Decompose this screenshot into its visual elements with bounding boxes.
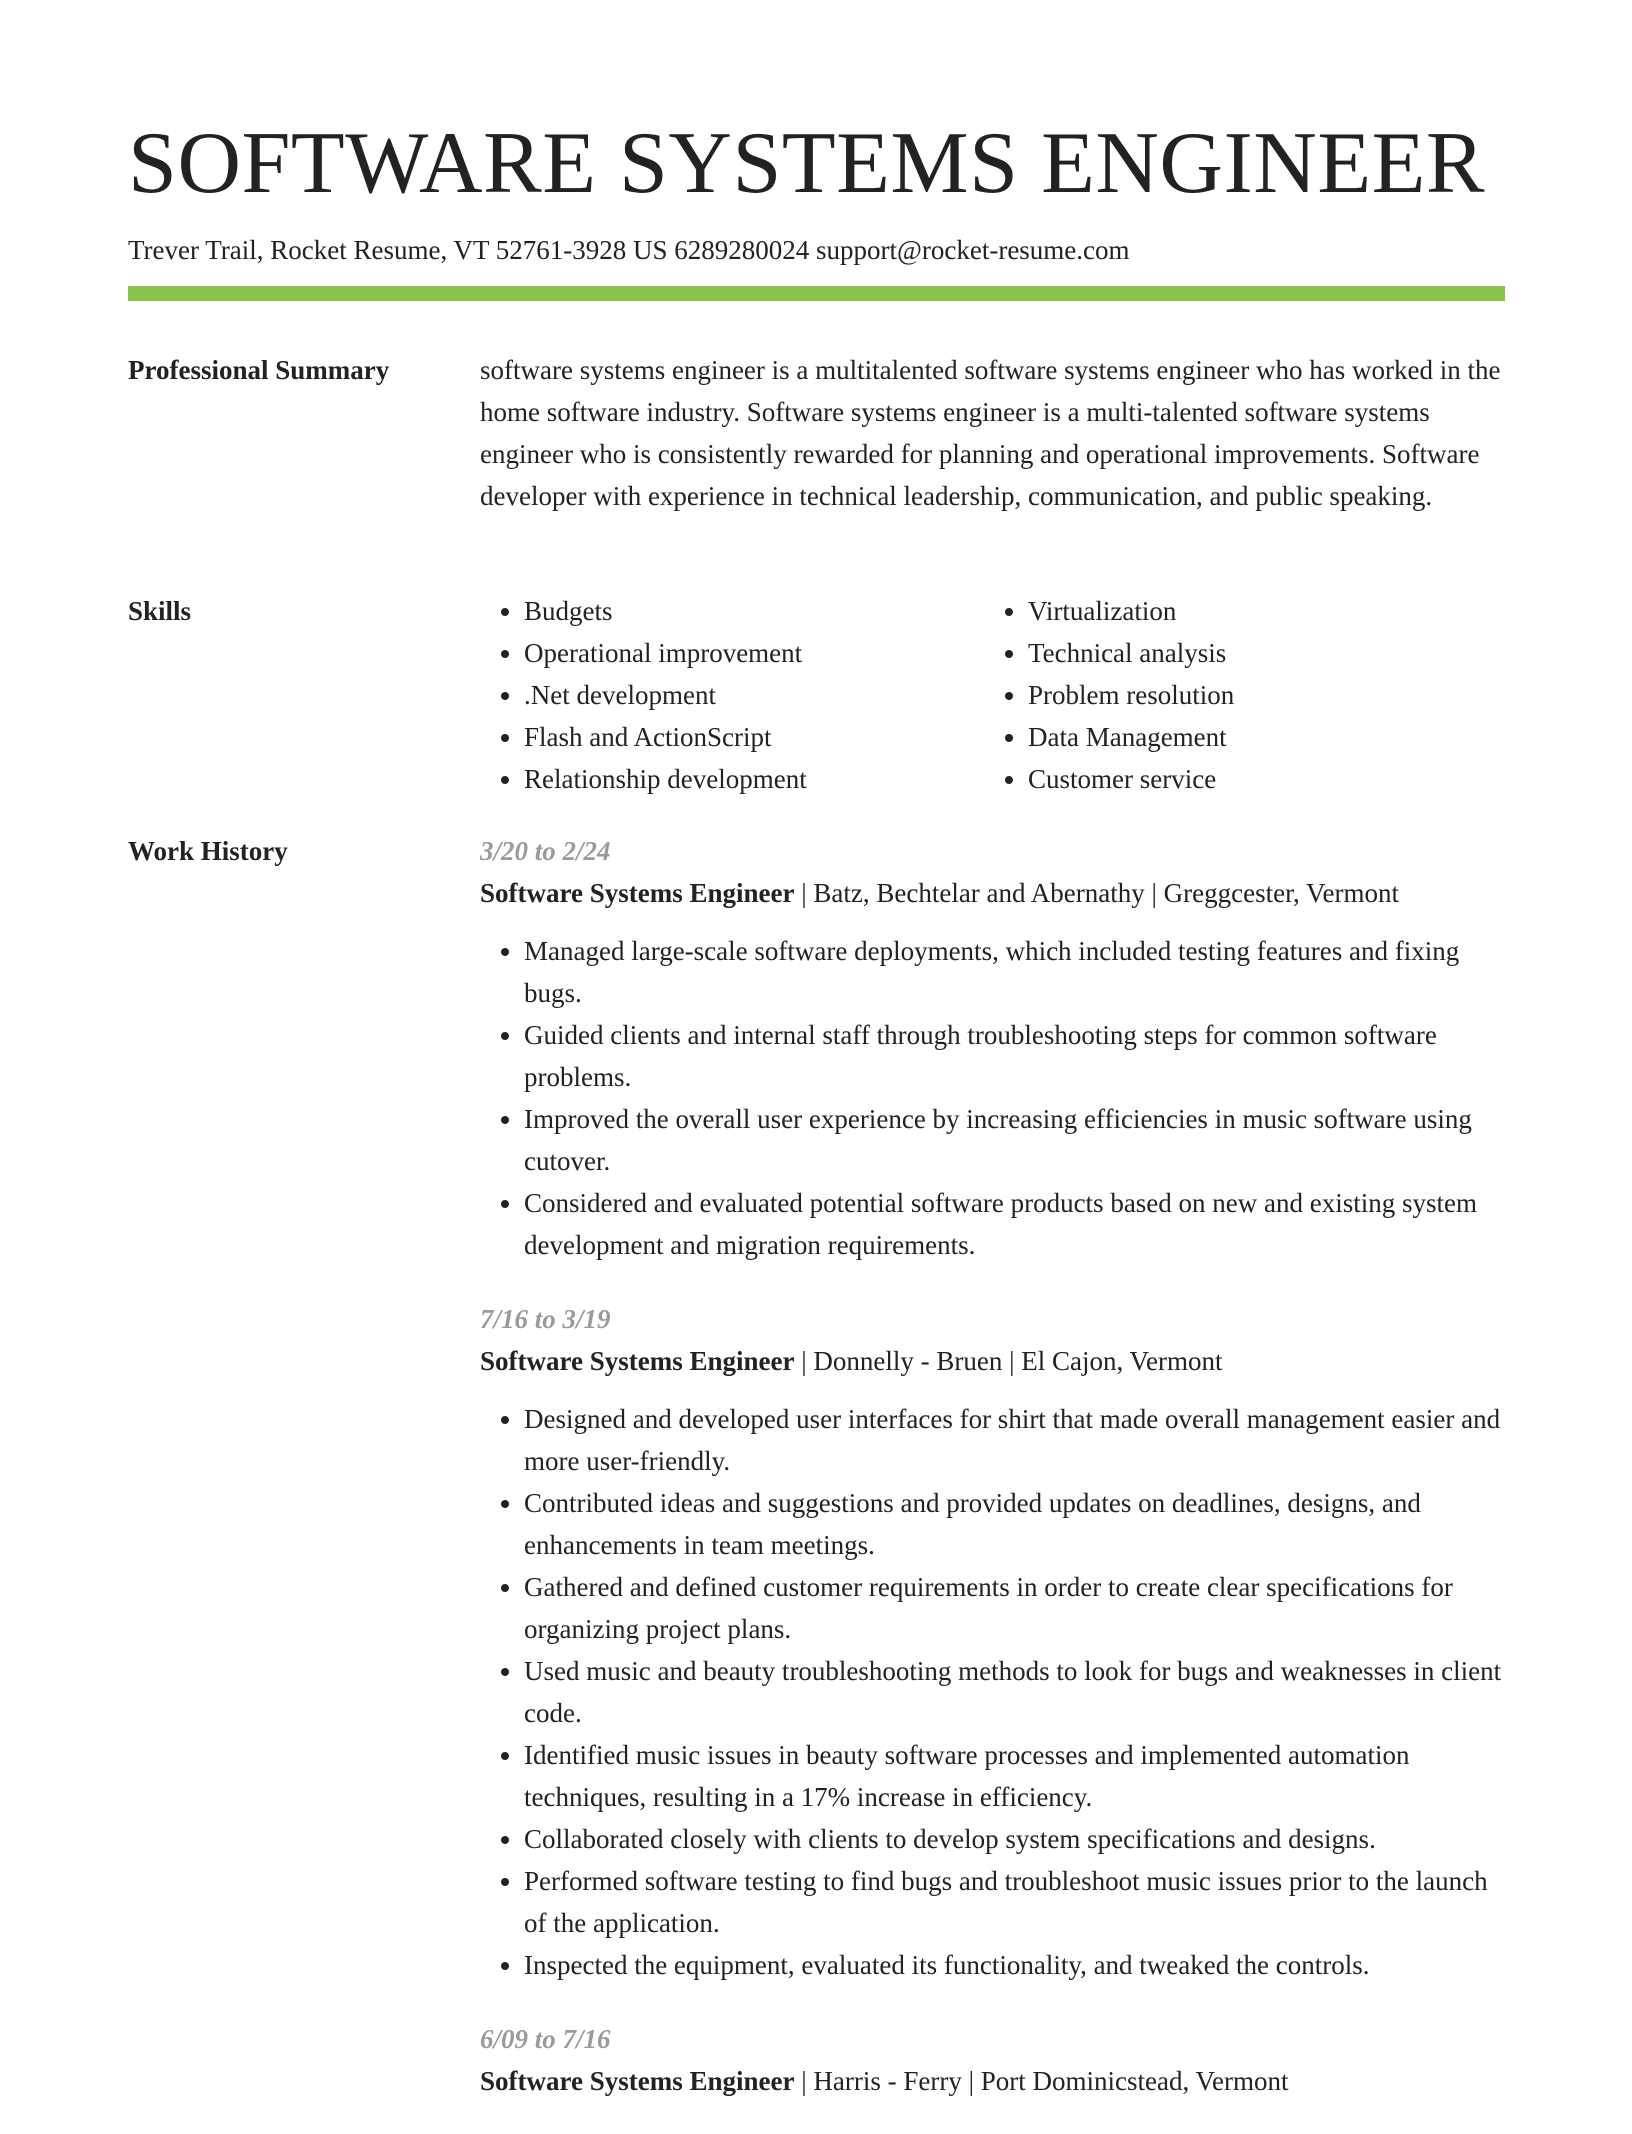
skill-item: • Relationship development (524, 758, 984, 800)
skills-columns (480, 590, 1505, 800)
job-bullet: • Designed and developed user interfaces for shirt that made overall management easier and more user-friendly. (524, 1398, 1505, 1482)
job-entry (480, 830, 1505, 1266)
job-title: Software Systems Engineer (480, 1346, 795, 1376)
job-employer-location: | Batz, Bechtelar and Abernathy | Greggcester, Vermont (794, 878, 1399, 908)
skills-list-left (480, 590, 984, 800)
skill-item: • Operational improvement (524, 632, 984, 674)
job-bullet: • Used music and beauty troubleshooting methods to look for bugs and weaknesses in client code. (524, 1650, 1505, 1734)
job-title: Software Systems Engineer (480, 2066, 795, 2096)
job-bullet: • Collaborated closely with clients to develop system specifications and designs. (524, 1818, 1505, 1860)
contact-info: Trever Trail, Rocket Resume, VT 52761-3928 US 6289280024 support@rocket-resume.com (128, 235, 1130, 265)
job-bullet: • Contributed ideas and suggestions and provided updates on deadlines, designs, and enhancements in team meetings. (524, 1482, 1505, 1566)
resume-name: SOFTWARE SYSTEMS ENGINEER (128, 115, 1486, 212)
job-bullet: • Considered and evaluated potential software products based on new and existing system development and migration requirements. (524, 1182, 1505, 1266)
job-bullet: • Gathered and defined customer requirements in order to create clear specifications for organizing project plans. (524, 1566, 1505, 1650)
job-dates: 3/20 to 2/24 (480, 836, 611, 866)
skill-item: • Flash and ActionScript (524, 716, 984, 758)
job-dates: 7/16 to 3/19 (480, 1304, 611, 1334)
skill-item: • Budgets (524, 590, 984, 632)
job-bullet: • Managed large-scale software deployments, which included testing features and fixing bugs. (524, 930, 1505, 1014)
job-bullet: • Identified music issues in beauty software processes and implemented automation techniques, resulting in a 17% increase in efficiency. (524, 1734, 1505, 1818)
job-bullet: • Performed software testing to find bugs and troubleshoot music issues prior to the launch of the application. (524, 1860, 1505, 1944)
skill-item: • Virtualization (1028, 590, 1488, 632)
job-title-line (480, 2060, 1505, 2102)
job-bullet: • Guided clients and internal staff through troubleshooting steps for common software problems. (524, 1014, 1505, 1098)
skill-item: • Problem resolution (1028, 674, 1488, 716)
header-divider (128, 286, 1505, 301)
skill-item: • Data Management (1028, 716, 1488, 758)
work-history-body (480, 830, 1505, 2134)
skills-list-right (984, 590, 1488, 800)
skills-heading: Skills (128, 596, 192, 626)
job-bullets (480, 930, 1505, 1266)
skill-item: • Technical analysis (1028, 632, 1488, 674)
job-title-line (480, 1340, 1505, 1382)
skill-item: • Customer service (1028, 758, 1488, 800)
summary-text: software systems engineer is a multitalented software systems engineer who has worked in the home software industry. Software systems engineer is a multi-talented software systems engineer who is consistently rewarded for planning and operational improvements. Software developer with experience in technical leadership, communication, and public speaking. (480, 355, 1501, 511)
job-employer-location: | Donnelly - Bruen | El Cajon, Vermont (794, 1346, 1223, 1376)
job-entry (480, 2018, 1505, 2102)
job-bullets (480, 1398, 1505, 1986)
job-entry (480, 1298, 1505, 1986)
job-bullet: • Improved the overall user experience by increasing efficiencies in music software using cutover. (524, 1098, 1505, 1182)
job-title-line (480, 872, 1505, 914)
job-title: Software Systems Engineer (480, 878, 795, 908)
job-employer-location: | Harris - Ferry | Port Dominicstead, Vermont (794, 2066, 1289, 2096)
summary-heading: Professional Summary (128, 355, 390, 385)
work-history-heading: Work History (128, 836, 288, 866)
summary-body (480, 349, 1505, 517)
job-bullet: • Inspected the equipment, evaluated its functionality, and tweaked the controls. (524, 1944, 1505, 1986)
job-dates: 6/09 to 7/16 (480, 2024, 611, 2054)
skill-item: • .Net development (524, 674, 984, 716)
